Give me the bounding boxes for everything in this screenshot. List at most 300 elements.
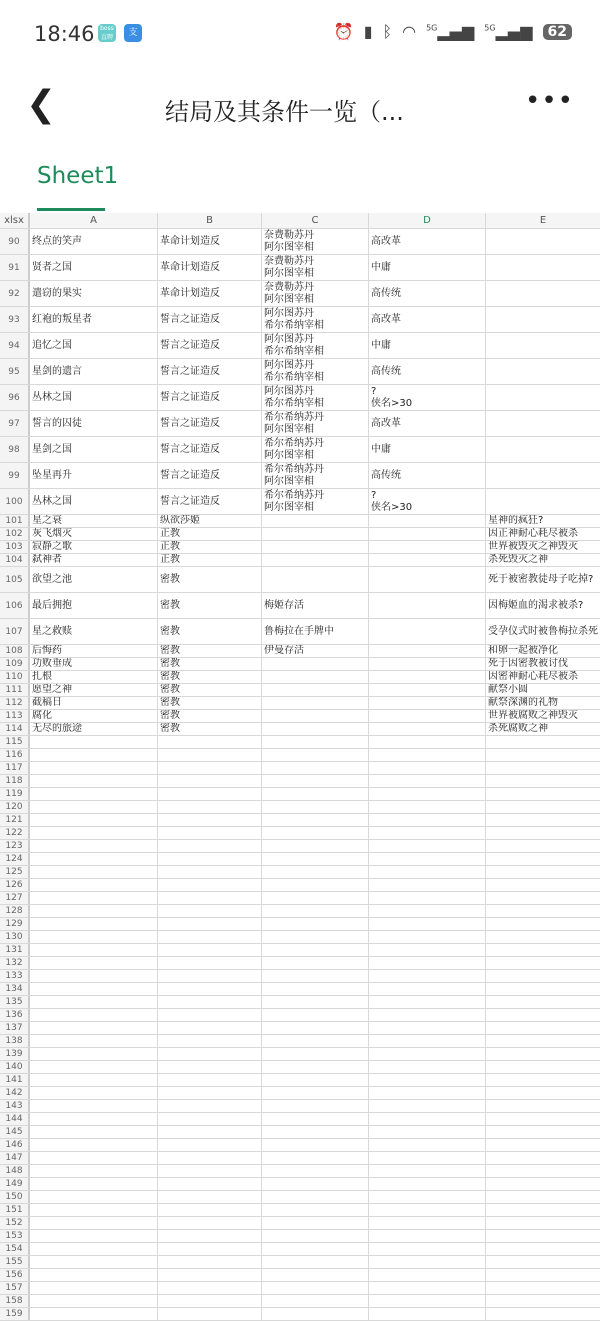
cell-a[interactable] [30,1152,158,1164]
row-header[interactable]: 112 [0,697,30,709]
cell-c[interactable] [262,1191,369,1203]
cell-b[interactable]: 密教 [158,697,262,709]
cell-d[interactable] [369,697,486,709]
cell-d[interactable] [369,970,486,982]
cell-a[interactable] [30,1100,158,1112]
cell-d[interactable] [369,1074,486,1086]
cell-c[interactable] [262,762,369,774]
row-header[interactable]: 142 [0,1087,30,1099]
cell-e[interactable] [486,229,600,254]
cell-a[interactable] [30,1035,158,1047]
cell-e[interactable] [486,1256,600,1268]
row-header[interactable]: 99 [0,463,30,488]
row-header[interactable]: 111 [0,684,30,696]
cell-a[interactable] [30,905,158,917]
column-header-e[interactable]: E [539,214,547,226]
cell-e[interactable] [486,931,600,943]
cell-d[interactable] [369,1139,486,1151]
cell-b[interactable] [158,1139,262,1151]
cell-e[interactable]: 因正神耐心耗尽被杀 [488,528,578,539]
row-header[interactable]: 102 [0,528,30,540]
row-header[interactable]: 121 [0,814,30,826]
cell-a[interactable]: 星剑之国 [30,437,158,462]
row-header[interactable]: 98 [0,437,30,462]
cell-c[interactable]: 奈费勒苏丹 阿尔图宰相 [262,255,369,280]
cell-d[interactable] [369,762,486,774]
row-header[interactable]: 108 [0,645,30,657]
cell-b[interactable]: 密教 [158,593,262,618]
cell-e[interactable] [486,918,600,930]
row-header[interactable]: 129 [0,918,30,930]
cell-b[interactable] [158,801,262,813]
cell-a[interactable] [30,879,158,891]
cell-e[interactable] [486,762,600,774]
cell-a[interactable] [30,866,158,878]
cell-e[interactable] [486,1178,600,1190]
cell-c[interactable] [262,541,369,553]
cell-b[interactable] [158,1152,262,1164]
cell-d[interactable] [369,879,486,891]
cell-b[interactable] [158,1178,262,1190]
cell-e[interactable] [486,1113,600,1125]
cell-d[interactable]: 中庸 [369,333,486,358]
cell-d[interactable] [369,541,486,553]
cell-e[interactable] [486,788,600,800]
cell-a[interactable] [30,814,158,826]
cell-b[interactable]: 正教 [158,528,262,540]
cell-c[interactable] [262,853,369,865]
cell-d[interactable] [369,710,486,722]
row-header[interactable]: 96 [0,385,30,410]
cell-d[interactable] [369,1061,486,1073]
cell-b[interactable]: 誓言之证造反 [158,385,262,410]
row-header[interactable]: 110 [0,671,30,683]
cell-d[interactable] [369,723,486,735]
cell-d[interactable]: 中庸 [369,437,486,462]
cell-e[interactable]: 星神的疯狂? [488,515,544,526]
row-header[interactable]: 152 [0,1217,30,1229]
cell-c[interactable] [262,983,369,995]
cell-b[interactable] [158,1256,262,1268]
cell-a[interactable]: 誓言的囚徒 [30,411,158,436]
cell-d[interactable]: 高传统 [369,359,486,384]
cell-c[interactable] [262,515,369,527]
cell-e[interactable] [486,1243,600,1255]
row-header[interactable]: 146 [0,1139,30,1151]
cell-e[interactable] [486,281,600,306]
row-header[interactable]: 136 [0,1009,30,1021]
cell-a[interactable] [30,1061,158,1073]
column-header-c[interactable]: C [262,213,369,228]
cell-d[interactable]: 中庸 [369,255,486,280]
row-header[interactable]: 153 [0,1230,30,1242]
cell-c[interactable]: 希尔希纳苏丹 阿尔图宰相 [262,489,369,514]
row-header[interactable]: 107 [0,619,30,644]
cell-c[interactable]: 希尔希纳苏丹 阿尔图宰相 [262,437,369,462]
cell-b[interactable] [158,1204,262,1216]
cell-d[interactable] [369,1295,486,1307]
row-header[interactable]: 151 [0,1204,30,1216]
cell-a[interactable] [30,931,158,943]
row-header[interactable]: 126 [0,879,30,891]
cell-c[interactable] [262,1295,369,1307]
cell-b[interactable]: 誓言之证造反 [158,437,262,462]
cell-d[interactable] [369,918,486,930]
cell-c[interactable] [262,1035,369,1047]
cell-b[interactable] [158,736,262,748]
row-header[interactable]: 132 [0,957,30,969]
cell-d[interactable] [369,996,486,1008]
cell-a[interactable]: 寂静之歌 [30,541,158,553]
cell-e[interactable]: 世界被毁灭之神毁灭 [488,541,578,552]
cell-c[interactable] [262,658,369,670]
cell-b[interactable]: 革命计划造反 [158,229,262,254]
cell-c[interactable] [262,1022,369,1034]
cell-e[interactable] [486,1308,600,1320]
cell-d[interactable] [369,1009,486,1021]
cell-a[interactable]: 欲望之池 [30,567,158,592]
cell-e[interactable]: 献祭小圆 [488,684,528,695]
cell-d[interactable]: 高传统 [369,281,486,306]
select-all-corner[interactable]: xlsx [0,213,30,228]
cell-e[interactable] [486,1191,600,1203]
cell-b[interactable] [158,827,262,839]
cell-b[interactable] [158,1165,262,1177]
cell-e[interactable] [486,905,600,917]
cell-b[interactable] [158,1022,262,1034]
cell-e[interactable] [486,749,600,761]
cell-c[interactable] [262,528,369,540]
cell-b[interactable] [158,840,262,852]
cell-a[interactable] [30,1243,158,1255]
cell-c[interactable] [262,892,369,904]
cell-e[interactable] [486,892,600,904]
cell-d[interactable] [369,1048,486,1060]
cell-d[interactable]: ? 侠名>30 [369,489,486,514]
cell-d[interactable] [369,1256,486,1268]
cell-d[interactable] [369,983,486,995]
row-header[interactable]: 157 [0,1282,30,1294]
back-button[interactable]: ❮ [26,84,57,125]
cell-e[interactable] [486,1152,600,1164]
cell-c[interactable] [262,1308,369,1320]
row-header[interactable]: 117 [0,762,30,774]
cell-c[interactable] [262,1126,369,1138]
cell-e[interactable] [486,1126,600,1138]
cell-c[interactable] [262,788,369,800]
row-header[interactable]: 90 [0,229,30,254]
cell-c[interactable] [262,1048,369,1060]
cell-a[interactable]: 愿望之神 [30,684,158,696]
cell-c[interactable] [262,1100,369,1112]
cell-a[interactable] [30,944,158,956]
row-header[interactable]: 141 [0,1074,30,1086]
cell-a[interactable] [30,1087,158,1099]
row-header[interactable]: 116 [0,749,30,761]
row-header[interactable]: 100 [0,489,30,514]
cell-d[interactable] [369,931,486,943]
cell-e[interactable]: 因密神耐心耗尽被杀 [488,671,578,682]
row-header[interactable]: 114 [0,723,30,735]
cell-a[interactable]: 星之衰 [30,515,158,527]
row-header[interactable]: 92 [0,281,30,306]
cell-e[interactable]: 杀死腐败之神 [488,723,548,734]
cell-c[interactable] [262,1009,369,1021]
row-header[interactable]: 97 [0,411,30,436]
cell-a[interactable]: 追忆之国 [30,333,158,358]
row-header[interactable]: 158 [0,1295,30,1307]
cell-a[interactable]: 最后拥抱 [30,593,158,618]
row-header[interactable]: 144 [0,1113,30,1125]
row-header[interactable]: 127 [0,892,30,904]
cell-b[interactable]: 誓言之证造反 [158,463,262,488]
cell-e[interactable] [486,944,600,956]
cell-e[interactable] [486,1269,600,1281]
more-button[interactable]: ••• [524,86,574,116]
cell-a[interactable]: 后悔药 [30,645,158,657]
spreadsheet-grid[interactable] [0,213,600,1321]
cell-b[interactable] [158,1061,262,1073]
cell-d[interactable] [369,1230,486,1242]
row-header[interactable]: 134 [0,983,30,995]
row-header[interactable]: 120 [0,801,30,813]
cell-d[interactable] [369,1204,486,1216]
cell-a[interactable] [30,1178,158,1190]
cell-a[interactable] [30,775,158,787]
cell-c[interactable] [262,1074,369,1086]
cell-e[interactable] [486,1165,600,1177]
cell-d[interactable] [369,1126,486,1138]
cell-e[interactable] [486,307,600,332]
cell-c[interactable] [262,970,369,982]
row-header[interactable]: 118 [0,775,30,787]
cell-c[interactable] [262,1139,369,1151]
cell-a[interactable] [30,957,158,969]
cell-d[interactable] [369,1100,486,1112]
row-header[interactable]: 109 [0,658,30,670]
cell-e[interactable] [486,1139,600,1151]
cell-d[interactable] [369,671,486,683]
cell-d[interactable]: 高改革 [369,307,486,332]
cell-d[interactable] [369,866,486,878]
cell-e[interactable] [486,255,600,280]
cell-b[interactable] [158,892,262,904]
cell-d[interactable] [369,1308,486,1320]
cell-b[interactable] [158,775,262,787]
cell-e[interactable] [486,385,600,410]
cell-c[interactable] [262,1282,369,1294]
row-header[interactable]: 133 [0,970,30,982]
cell-d[interactable]: 高改革 [369,411,486,436]
row-header[interactable]: 145 [0,1126,30,1138]
cell-d[interactable]: ? 侠名>30 [369,385,486,410]
cell-e[interactable]: 献祭深渊的礼物 [488,697,558,708]
cell-d[interactable] [369,1087,486,1099]
cell-b[interactable] [158,853,262,865]
cell-b[interactable] [158,1191,262,1203]
cell-a[interactable] [30,1295,158,1307]
cell-a[interactable] [30,1204,158,1216]
cell-b[interactable]: 誓言之证造反 [158,307,262,332]
cell-b[interactable] [158,879,262,891]
cell-b[interactable] [158,1048,262,1060]
cell-a[interactable] [30,1139,158,1151]
cell-a[interactable] [30,1165,158,1177]
cell-c[interactable] [262,554,369,566]
cell-d[interactable] [369,840,486,852]
cell-a[interactable] [30,801,158,813]
cell-a[interactable] [30,892,158,904]
cell-e[interactable] [486,489,600,514]
cell-b[interactable] [158,1113,262,1125]
cell-a[interactable]: 弑神者 [30,554,158,566]
cell-b[interactable] [158,1087,262,1099]
cell-a[interactable]: 终点的笑声 [30,229,158,254]
cell-e[interactable]: 因梅姬血的渴求被杀? [488,599,584,611]
row-header[interactable]: 105 [0,567,30,592]
cell-b[interactable]: 誓言之证造反 [158,489,262,514]
cell-c[interactable] [262,1178,369,1190]
cell-d[interactable] [369,775,486,787]
cell-e[interactable]: 和卵一起被净化 [488,645,558,656]
cell-b[interactable]: 纵欲莎姬 [158,515,262,527]
cell-b[interactable]: 密教 [158,671,262,683]
cell-d[interactable] [369,658,486,670]
cell-a[interactable]: 丛林之国 [30,385,158,410]
cell-d[interactable] [369,1022,486,1034]
cell-b[interactable] [158,957,262,969]
cell-c[interactable] [262,905,369,917]
row-header[interactable]: 140 [0,1061,30,1073]
cell-c[interactable] [262,801,369,813]
cell-c[interactable] [262,736,369,748]
cell-c[interactable] [262,671,369,683]
cell-a[interactable]: 遣窃的果实 [30,281,158,306]
row-header[interactable]: 113 [0,710,30,722]
cell-d[interactable] [369,892,486,904]
cell-c[interactable]: 伊曼存活 [262,645,369,657]
cell-a[interactable]: 无尽的旅途 [30,723,158,735]
cell-d[interactable] [369,1191,486,1203]
cell-c[interactable] [262,723,369,735]
row-header[interactable]: 150 [0,1191,30,1203]
cell-b[interactable] [158,814,262,826]
cell-a[interactable] [30,1282,158,1294]
cell-a[interactable] [30,1048,158,1060]
cell-e[interactable] [486,1022,600,1034]
cell-e[interactable] [486,1048,600,1060]
row-header[interactable]: 91 [0,255,30,280]
cell-b[interactable] [158,749,262,761]
cell-e[interactable] [486,983,600,995]
cell-e[interactable] [486,411,600,436]
cell-d[interactable] [369,749,486,761]
column-header-d[interactable]: D [369,213,486,228]
cell-b[interactable] [158,1243,262,1255]
cell-a[interactable] [30,1256,158,1268]
cell-b[interactable] [158,905,262,917]
cell-a[interactable] [30,918,158,930]
cell-a[interactable]: 丛林之国 [30,489,158,514]
row-header[interactable]: 159 [0,1308,30,1320]
cell-c[interactable] [262,918,369,930]
cell-a[interactable] [30,970,158,982]
cell-a[interactable] [30,749,158,761]
cell-a[interactable] [30,1074,158,1086]
cell-b[interactable] [158,1009,262,1021]
cell-c[interactable]: 阿尔图苏丹 希尔希纳宰相 [262,359,369,384]
cell-c[interactable] [262,567,369,592]
cell-e[interactable] [486,359,600,384]
cell-e[interactable] [486,814,600,826]
cell-c[interactable]: 阿尔图苏丹 希尔希纳宰相 [262,333,369,358]
row-header[interactable]: 128 [0,905,30,917]
cell-b[interactable]: 密教 [158,684,262,696]
cell-b[interactable] [158,866,262,878]
cell-e[interactable] [486,827,600,839]
cell-e[interactable] [486,1282,600,1294]
cell-e[interactable] [486,1217,600,1229]
cell-a[interactable]: 灰飞烟灭 [30,528,158,540]
cell-e[interactable] [486,1087,600,1099]
row-header[interactable]: 123 [0,840,30,852]
cell-a[interactable]: 功败垂成 [30,658,158,670]
row-header[interactable]: 101 [0,515,30,527]
cell-c[interactable]: 希尔希纳苏丹 阿尔图宰相 [262,463,369,488]
cell-c[interactable] [262,1152,369,1164]
cell-d[interactable] [369,1113,486,1125]
cell-d[interactable] [369,645,486,657]
row-header[interactable]: 103 [0,541,30,553]
cell-b[interactable]: 密教 [158,710,262,722]
column-header-a[interactable]: A [30,213,158,228]
cell-e[interactable] [486,853,600,865]
cell-d[interactable] [369,1282,486,1294]
cell-d[interactable] [369,567,486,592]
row-header[interactable]: 93 [0,307,30,332]
cell-c[interactable] [262,1165,369,1177]
sheet-tab-sheet1[interactable]: Sheet1 [37,163,119,189]
cell-d[interactable] [369,515,486,527]
cell-c[interactable] [262,1113,369,1125]
cell-a[interactable]: 红袍的叛星者 [30,307,158,332]
cell-a[interactable] [30,1269,158,1281]
cell-b[interactable] [158,1269,262,1281]
row-header[interactable]: 104 [0,554,30,566]
cell-a[interactable] [30,983,158,995]
cell-d[interactable] [369,1165,486,1177]
row-header[interactable]: 131 [0,944,30,956]
cell-d[interactable] [369,1217,486,1229]
cell-a[interactable]: 星剑的遗言 [30,359,158,384]
cell-c[interactable] [262,1230,369,1242]
cell-e[interactable] [486,1009,600,1021]
cell-b[interactable]: 密教 [158,658,262,670]
cell-b[interactable]: 誓言之证造反 [158,333,262,358]
cell-c[interactable] [262,1087,369,1099]
row-header[interactable]: 155 [0,1256,30,1268]
cell-a[interactable] [30,788,158,800]
row-header[interactable]: 154 [0,1243,30,1255]
cell-c[interactable]: 阿尔图苏丹 希尔希纳宰相 [262,307,369,332]
cell-d[interactable] [369,957,486,969]
cell-c[interactable] [262,931,369,943]
row-header[interactable]: 106 [0,593,30,618]
cell-a[interactable]: 贤者之国 [30,255,158,280]
row-header[interactable]: 138 [0,1035,30,1047]
cell-b[interactable]: 革命计划造反 [158,255,262,280]
cell-c[interactable] [262,1256,369,1268]
